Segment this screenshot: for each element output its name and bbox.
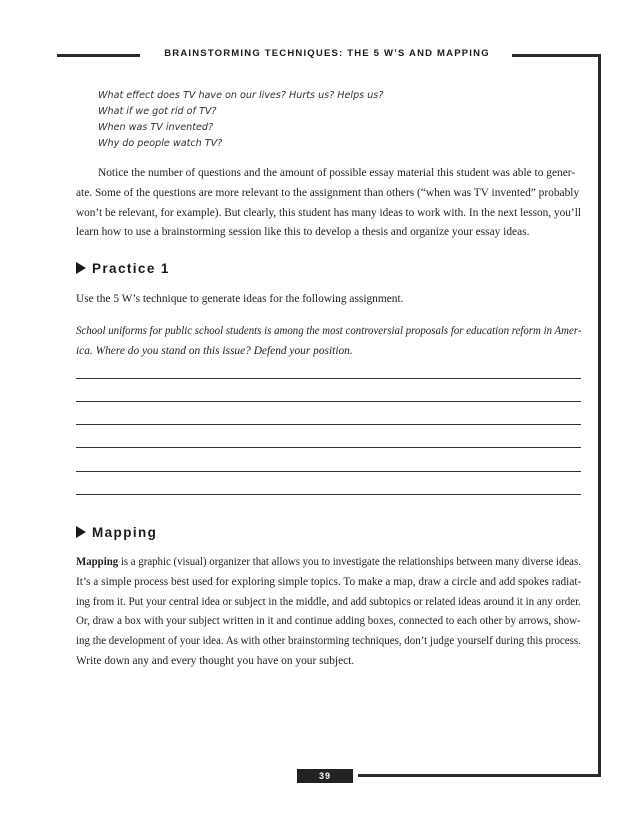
frame-rule-bottom	[358, 774, 601, 777]
answer-line[interactable]	[76, 401, 581, 402]
paragraph-line: learn how to use a brainstorming session like this to develop a thesis and organize your essay ideas.	[76, 226, 530, 239]
question-line: Why do people watch TV?	[98, 138, 223, 149]
question-line: What if we got rid of TV?	[98, 106, 217, 117]
question-line: What effect does TV have on our lives? Hurts us? Helps us?	[98, 90, 384, 101]
practice-heading	[76, 261, 170, 276]
question-line: When was TV invented?	[98, 122, 214, 133]
paragraph-line: won’t be relevant, for example). But clearly, this student has many ideas to work with. In the next lesson, you’ll	[76, 206, 581, 219]
paragraph-line: Or, draw a box with your subject written in it and continue adding boxes, connected to each other by arrows, show-	[76, 615, 581, 628]
paragraph-line: ing from it. Put your central idea or subject in the middle, and add subtopics or related ideas around it in any order.	[76, 595, 581, 608]
practice-instruction: Use the 5 W’s technique to generate ideas for the following assignment.	[76, 293, 404, 305]
prompt-line: School uniforms for public school students is among the most controversial proposals for education reform in Amer-	[76, 325, 582, 337]
paragraph-line: ing the development of your idea. As with other brainstorming techniques, don’t judge yourself during this process.	[76, 635, 581, 648]
frame-rule-top-right	[512, 54, 601, 57]
prompt-line: ica. Where do you stand on this issue? Defend your position.	[76, 344, 353, 357]
frame-rule-right	[598, 54, 601, 777]
answer-line[interactable]	[76, 378, 581, 379]
practice-prompt	[76, 322, 581, 362]
handwritten-questions	[98, 88, 383, 152]
mapping-first-line-rest: is a graphic (visual) organizer that allows you to investigate the relationships between many diverse ideas.	[118, 556, 581, 568]
mapping-heading-text: Mapping	[92, 525, 158, 540]
mapping-heading	[76, 525, 157, 540]
answer-line[interactable]	[76, 447, 581, 448]
answer-line[interactable]	[76, 494, 581, 495]
answer-line[interactable]	[76, 471, 581, 472]
notice-paragraph	[76, 164, 581, 243]
mapping-term: Mapping	[76, 556, 119, 568]
paragraph-line: It’s a simple process best used for exploring simple topics. To make a map, draw a circle and add spokes radiat-	[76, 575, 582, 588]
mapping-paragraph	[76, 553, 581, 672]
paragraph-line: Write down any and every thought you have on your subject.	[76, 654, 355, 667]
triangle-bullet-icon	[76, 526, 86, 538]
frame-rule-top-left	[57, 54, 140, 57]
paragraph-line: ate. Some of the questions are more relevant to the assignment than others (“when was TV invented” probably	[76, 186, 580, 199]
running-head: BRAINSTORMING TECHNIQUES: THE 5 W’S AND MAPPING	[164, 48, 490, 59]
paragraph-line	[76, 553, 581, 573]
paragraph-line: Notice the number of questions and the amount of possible essay material this student was able to gener-	[98, 167, 576, 179]
practice-heading-text: Practice 1	[92, 261, 170, 276]
page-number: 39	[297, 769, 353, 783]
answer-line[interactable]	[76, 424, 581, 425]
triangle-bullet-icon	[76, 262, 86, 274]
